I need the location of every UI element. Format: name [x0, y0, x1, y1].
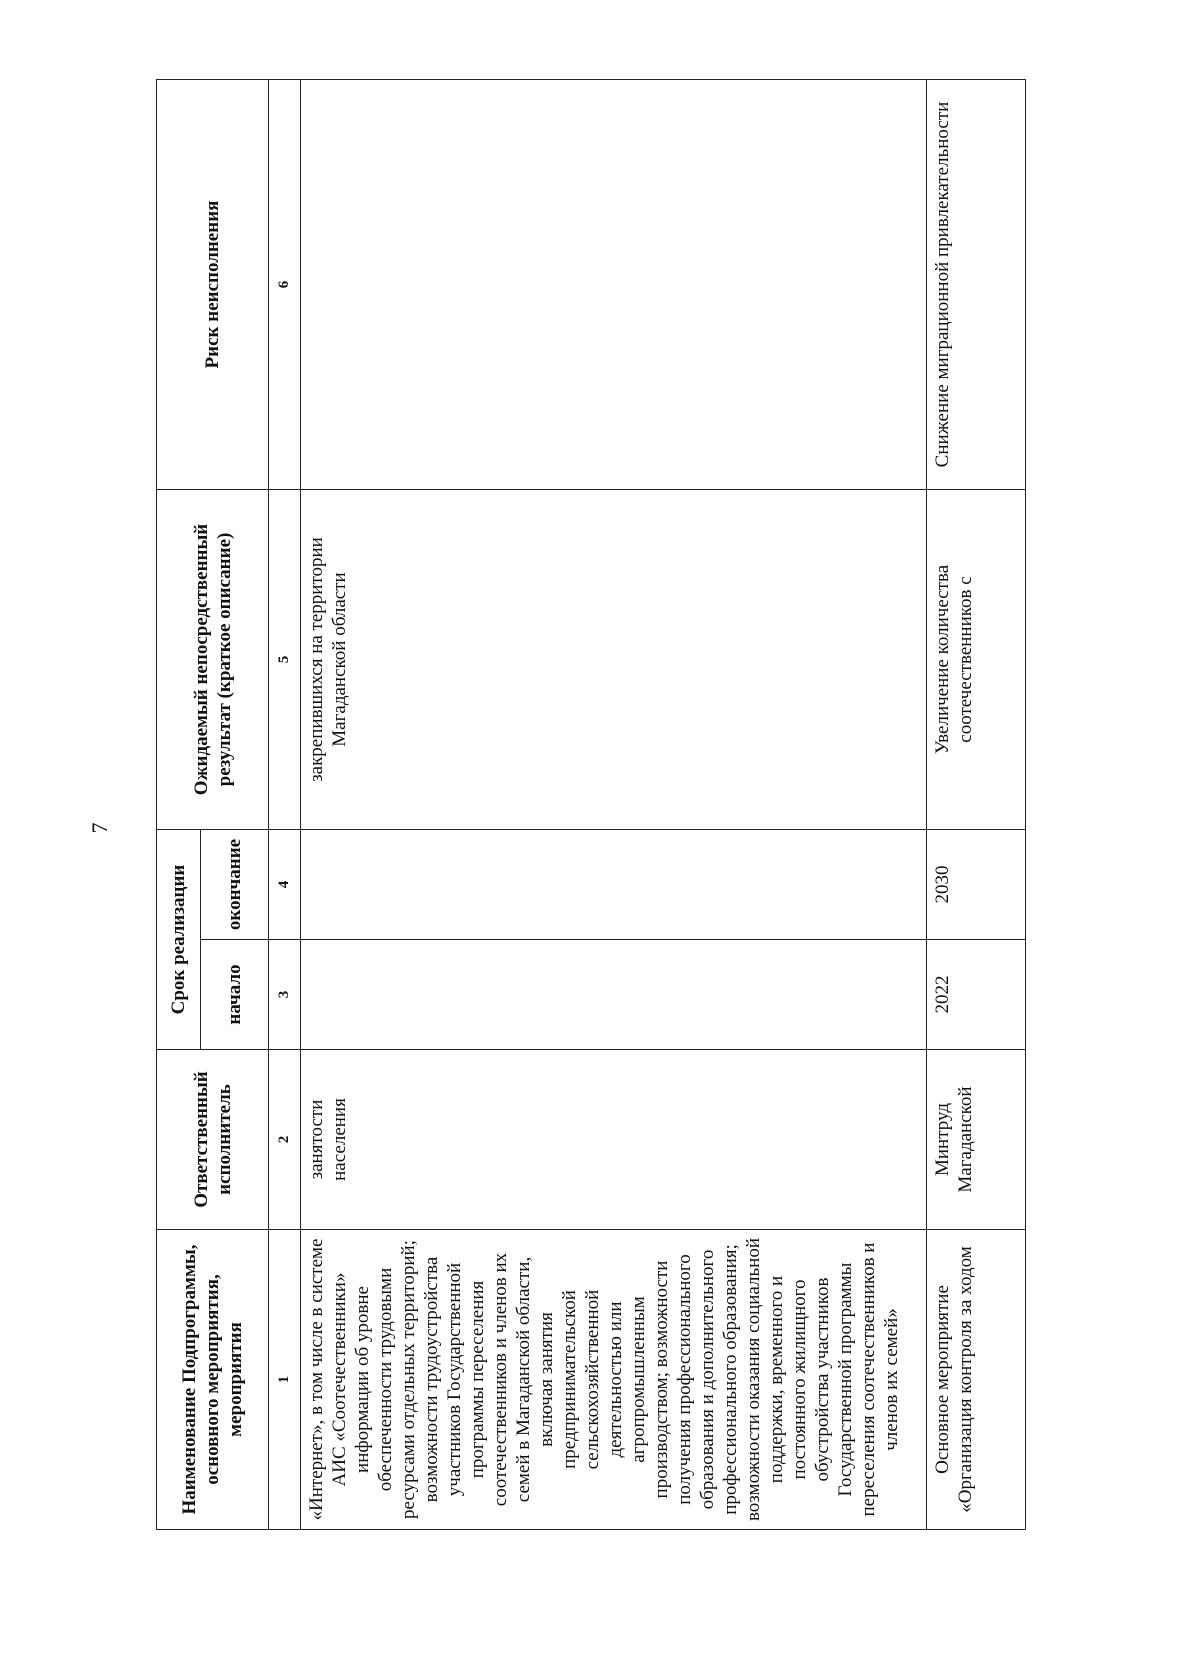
plan-table-rotated — [156, 80, 1026, 1530]
row-risk — [301, 80, 927, 490]
column-number: 2 — [269, 1050, 301, 1230]
table-row — [301, 80, 927, 1530]
row-risk: Снижение миграционной привлекательности — [927, 80, 1026, 490]
row-executor: занятости населения — [301, 1050, 927, 1230]
table-row — [927, 80, 1026, 1530]
row-name: «Интернет», в том числе в системе АИС «Соотечественники» информации об уровне обеспеченности трудовыми ресурсами отдельных территорий; возможности трудоустройства участников Государственной программы переселения соотечественников и членов их семей в Магаданской области, включая занятия предпринимательской сельскохозяйственной деятельностью или агропромышленным производством; возможности получения профессионального образования и дополнительного профессионального образования; возможности оказания социальной поддержки, временного и постоянного жилищного обустройства участников Государственной программы переселения соотечественников и членов их семей» — [301, 1230, 927, 1530]
header-start: начало — [201, 940, 269, 1050]
header-executor: Ответственный исполнитель — [157, 1050, 269, 1230]
row-start: 2022 — [927, 940, 1026, 1050]
row-executor: Минтруд Магаданской — [927, 1050, 1026, 1230]
row-start — [301, 940, 927, 1050]
row-result: Увеличение количества соотечественников с — [927, 490, 1026, 830]
row-result: закрепившихся на территории Магаданской области — [301, 490, 927, 830]
header-name: Наименование Подпрограммы, основного мероприятия, мероприятия — [157, 1230, 269, 1530]
column-number: 3 — [269, 940, 301, 1050]
header-risk: Риск неисполнения — [157, 80, 269, 490]
header-period: Срок реализации — [157, 830, 201, 1050]
header-end: окончание — [201, 830, 269, 940]
row-end: 2030 — [927, 830, 1026, 940]
column-number: 6 — [269, 80, 301, 490]
header-result: Ожидаемый непосредственный результат (краткое описание) — [157, 490, 269, 830]
column-number: 4 — [269, 830, 301, 940]
row-end — [301, 830, 927, 940]
column-number: 1 — [269, 1230, 301, 1530]
plan-table — [156, 79, 1026, 1530]
column-number: 5 — [269, 490, 301, 830]
page-number: 7 — [87, 822, 112, 834]
row-name: Основное мероприятие «Организация контроля за ходом — [927, 1230, 1026, 1530]
